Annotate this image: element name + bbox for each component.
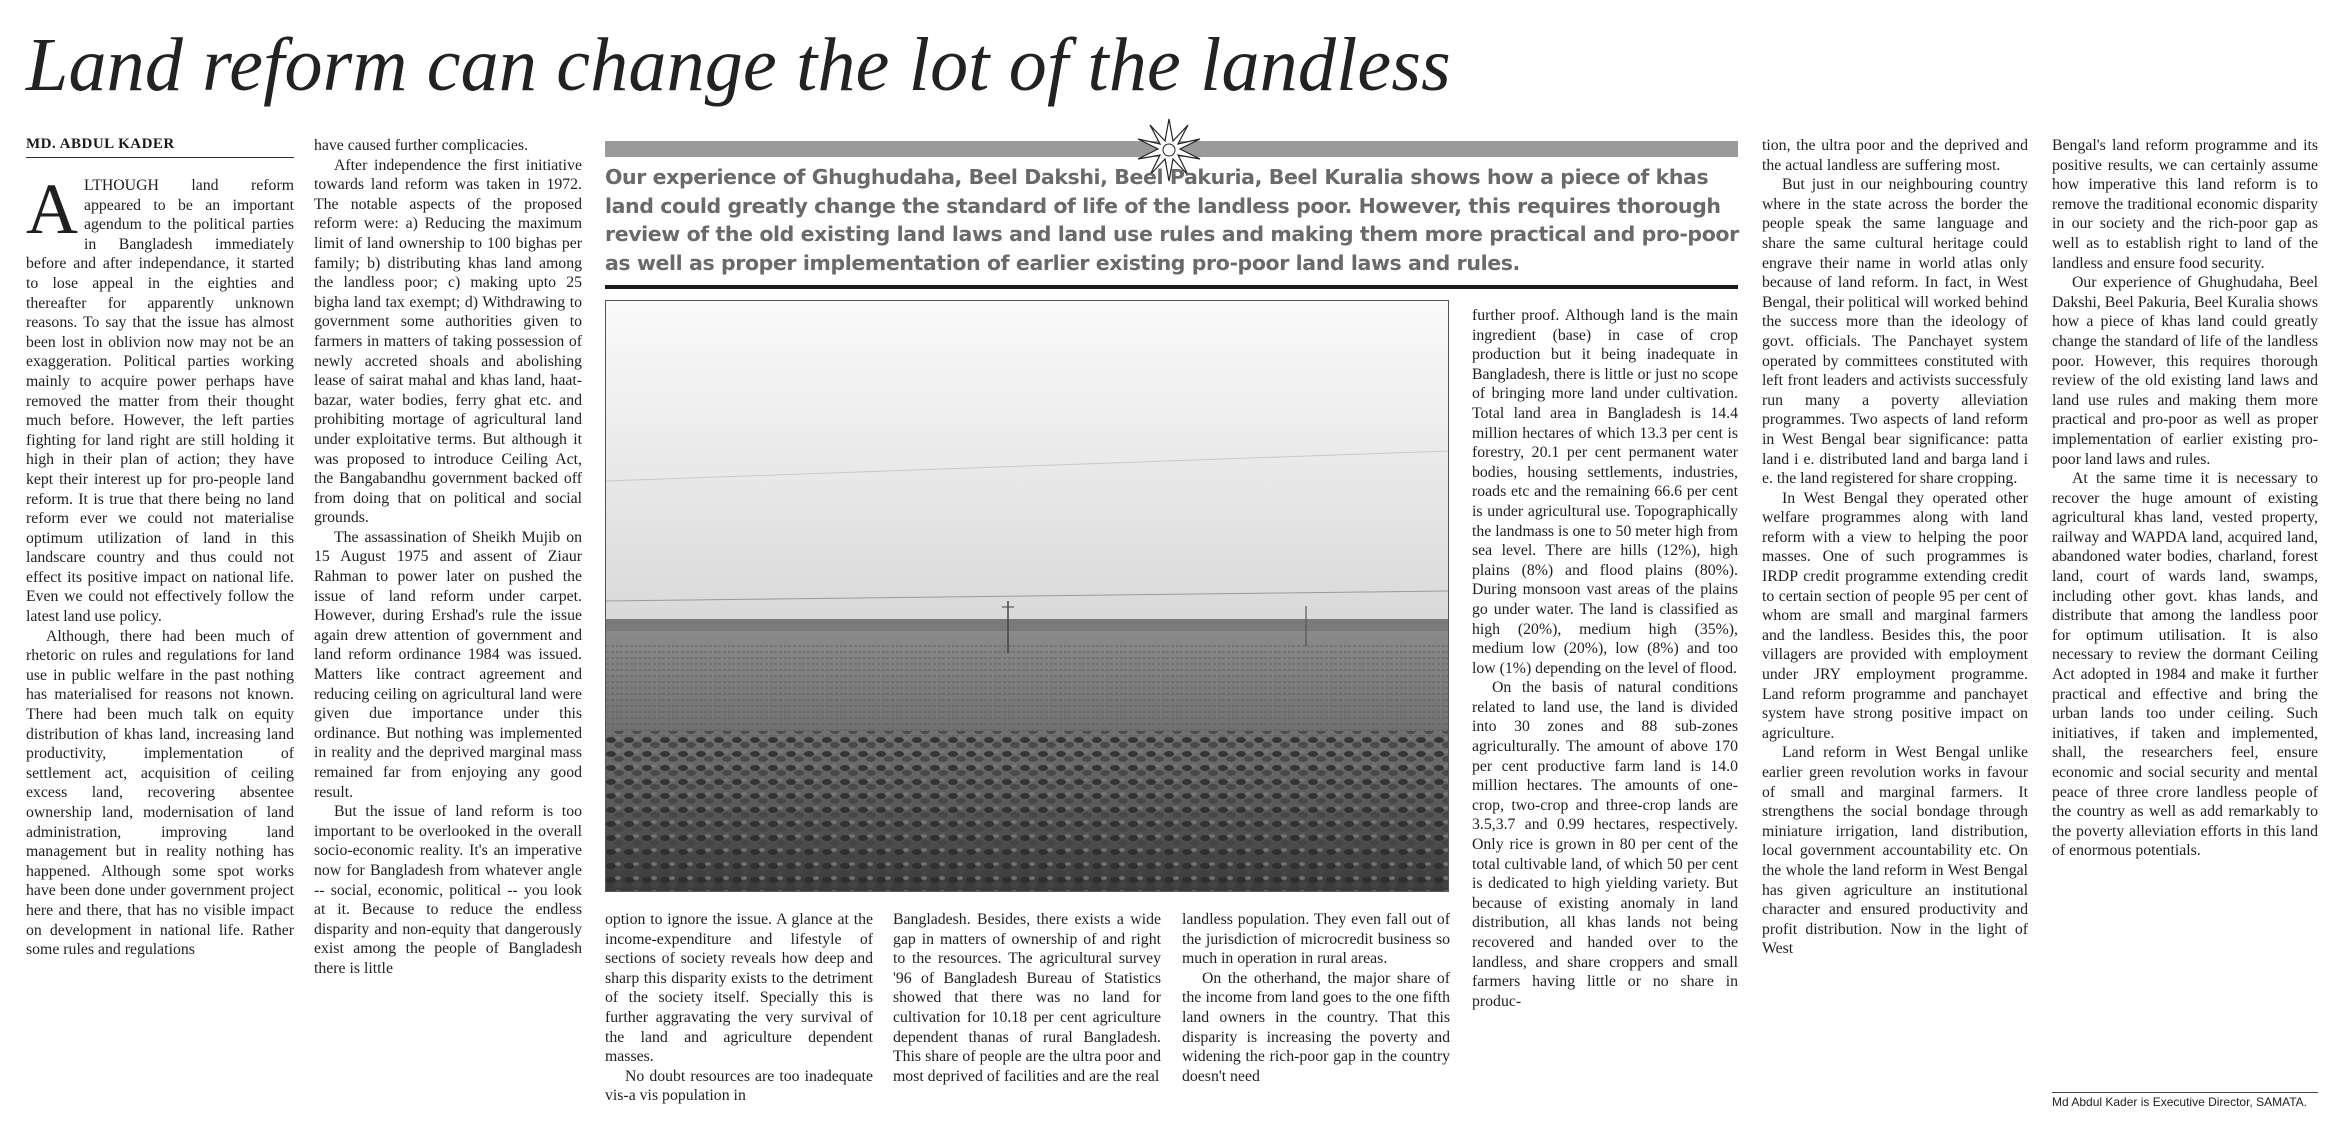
paragraph: On the basis of natural conditions related to land use, the land is divided into 30 zones and 88 sub-zones agriculturally. The amount of above 170 per cent productive farm land is 14.0 million hectares. The amounts of one-crop, two-crop and three-crop lands are 3.5,3.7 and 0.99 hectares, respectively. Only rice is grown in 80 per cent of the total cultivable land, of which 50 per cent is dedicated to high yielding variety. But because of existing anomaly in land distribution, all khas lands not being recovered and handed over to the landless, and share croppers and small farmers having little or no share in produc- <box>1472 679 1738 1010</box>
column-2 <box>314 136 582 1126</box>
column-5 <box>1182 910 1450 1130</box>
paragraph: Bangladesh. Besides, there exists a wide gap in matters of ownership of and right to the resources. The agricultural survey '96 of Bangladesh Bureau of Statistics showed that there was no land for cultivation for 10.18 per cent agriculture dependent thanas of rural Bangladesh. This share of people are the ultra poor and most deprived of facilities and are the real <box>893 911 1161 1085</box>
paragraph: On the otherhand, the major share of the income from land goes to the one fifth land owners in the country. That this disparity is increasing the poverty and widening the rich-poor gap in the country doesn't need <box>1182 969 1450 1085</box>
column-4 <box>893 910 1161 1130</box>
paragraph: But the issue of land reform is too important to be overlooked in the overall socio-economic reality. It's an imperative now for Bangladesh from whatever angle -- social, economic, political -- you look at it. Because to reduce the endless disparity and non-equity that dangerously exist among the people of Bangladesh there is little <box>314 803 582 977</box>
paragraph: Bengal's land reform programme and its positive results, we can certainly assume how imperative this land reform is to remove the traditional economic disparity in our society and the rich-poor gap as well as to establish right to land of the landless and ensure food security. <box>2052 137 2318 272</box>
paragraph: have caused further complicacies. <box>314 137 529 154</box>
paragraph: option to ignore the issue. A glance at the income-expenditure and lifestyle of sections of society reveals how deep and sharp this disparity exists to the detriment of the society itself. Specially this is further aggravating the very survival of the land and agriculture dependent masses. <box>605 911 873 1066</box>
drop-cap: A <box>26 176 78 249</box>
headline: Land reform can change the lot of the landless <box>26 23 1451 107</box>
paragraph: Our experience of Ghughudaha, Beel Dakshi, Beel Pakuria, Beel Kuralia shows how a piece of khas land could greatly change the standard of life of the landless poor. However, this requires thorough review of the old existing land laws and land use rules and making them more practical and pro-poor as well as proper implementation of earlier existing pro-poor land laws and rules. <box>2052 274 2318 468</box>
paragraph: In West Bengal they operated other welfare programmes along with land reform with a view to helping the poor masses. One of such programmes is IRDP credit programme extending credit to certain section of people 95 per cent of whom are small and marginal farmers and the landless. Besides this, the poor villagers are provided with employment under JRY employment programme. Land reform programme and panchayet system have strong positive impact on agriculture. <box>1762 489 2028 742</box>
paragraph: further proof. Although land is the main ingredient (base) in case of crop production but it being inadequate in Bangladesh, there is little or just no scope of bringing more land under cultivation. Total land area in Bangladesh is 14.4 million hectares of which 13.3 per cent is forestry, 20.1 per cent permanent water bodies, housing settlements, industries, roads etc and the remaining 66.6 per cent is under agricultural use. Topographically the landmass is one to 50 meter high from sea level. There are hills (12%), high plains (8%) and flood plains (80%). During monsoon vast areas of the plains go under water. The land is classified as high (20%), medium high (35%), medium low (20%), low (8%) and too low (1%) depending on the level of flood. <box>1472 307 1738 677</box>
paragraph: No doubt resources are too inadequate vis-a vis population in <box>605 1067 873 1105</box>
byline: MD. ABDUL KADER <box>26 136 294 158</box>
paragraph: At the same time it is necessary to recover the huge amount of existing agricultural khas land, vested property, railway and WAPDA land, acquired land, abandoned water bodies, charland, forest land, court of wards land, swamps, including other govt. khas lands, and distribute that among the landless poor for optimum utilisation. It is also necessary to review the dormant Ceiling Act adopted in 1984 and make it further practical and effective and bring the urban lands too under ceiling. Such initiatives, if taken and implemented, shall, the researchers feel, ensure economic and social security and mental peace of three crore landless people of the country as well as add remarkably to the poverty alleviation efforts in this land of enormous potentials. <box>2052 470 2318 860</box>
paragraph: Although, there had been much of rhetoric on rules and regulations for land use in public welfare in the past nothing has materialised for reasons not known. There had been much talk on equity distribution of khas land, increasing land productivity, implementation of settlement act, acquisition of ceiling excess land, recovering absentee ownership land, modernisation of land administration, improving land management but in reality nothing has happened. Although some spot works have been done under government project here and there, that has no visible impact on development in national life. Rather some rules and regulations <box>26 627 294 959</box>
column-6 <box>1472 306 1738 1126</box>
deck-bottom-rule <box>605 285 1738 289</box>
paragraph: But just in our neighbouring country where in the state across the border the people speak the same language and share the same cultural heritage could engrave their name in world atlas only because of land reform. In fact, in West Bengal, their political will worked behind the success more than the ideology of govt. officials. The Panchayet system operated by committees constituted with left front leaders and activists successfuly run many a poverty alleviation programmes. Two aspects of land reform in West Bengal bear significance: patta land i e. distributed land and barga land i e. the land registered for share cropping. <box>1762 176 2028 488</box>
landscape-photo <box>605 300 1449 892</box>
paragraph: The assassination of Sheikh Mujib on 15 August 1975 and assent of Ziaur Rahman to power later on pushed the issue of land reform under carpet. However, during Ershad's rule the issue again drew attention of government and land reform ordinance 1984 was issued. Matters like contract agreement and reducing ceiling on agricultural land were given due importance under this ordinance. But nothing was implemented in reality and the deprived marginal mass remained far from enjoying any good result. <box>314 528 582 801</box>
column-7 <box>1762 136 2028 1126</box>
paragraph: After independence the first initiative towards land reform was taken in 1972. The notable aspects of the proposed reform were: a) Reducing the maximum limit of land ownership to 100 bighas per family; b) distributing khas land among the landless poor; c) making upto 25 bigha land tax exempt; d) Withdrawing to government some authorities given to farmers in matters of taking possession of newly accreted shoals and abolishing lease of sairat mahal and khas land, haat-bazar, water bodies, ferry ghat etc. and prohibiting mortage of agricultural land under exploitative terms. But although it was proposed to introduce Ceiling Act, the Bangabandhu government backed off from doing that on political and social grounds. <box>314 156 582 527</box>
author-note-rule <box>2052 1092 2318 1093</box>
paragraph: LTHOUGH land reform appeared to be an important agendum to the political parties in Bangladesh immediately before and after independance, it started to lose appeal in the eighties and thereafter for apparently unknown reasons. To say that the issue has almost been lost in oblivion now may not be an exaggeration. Political parties working mainly to acquire power perhaps have removed the matter from their thought much before. However, the left parties fighting for land right are still holding it high in their plan of action; they have kept their interest up for pro-people land reform. It is true that there being no land reform ever we could not materialise optimum utilization of land in this landscare country and thus could not effect its positive impact on national life. Even we could not effectively follow the latest land use policy. <box>26 177 294 626</box>
column-8 <box>2052 136 2318 1088</box>
paragraph: Land reform in West Bengal unlike earlier green revolution works in favour of small and marginal farmers. It strengthens the social bondage through miniature irrigation, land distribution, local government accountability etc. On the whole the land reform in West Bengal has given agriculture an institutional character and ensured productivity and profit distribution. Now in the light of West <box>1762 744 2028 958</box>
column-1 <box>26 176 294 1126</box>
deck-pull-quote: Our experience of Ghughudaha, Beel Dakshi, Beel Pakuria, Beel Kuralia shows how a piece of khas land could greatly change the standard of life of the landless poor. However, this requires thorough review of the old existing land laws and land use rules and making them more practical and pro-poor as well as proper implementation of earlier existing pro-poor land laws and rules. <box>605 165 1739 275</box>
paragraph: tion, the ultra poor and the deprived and the actual landless are suffering most. <box>1762 137 2028 174</box>
author-note: Md Abdul Kader is Executive Director, SAMATA. <box>2052 1095 2307 1109</box>
column-3 <box>605 910 873 1130</box>
paragraph: landless population. They even fall out of the jurisdiction of microcredit business so much in operation in rural areas. <box>1182 911 1450 968</box>
